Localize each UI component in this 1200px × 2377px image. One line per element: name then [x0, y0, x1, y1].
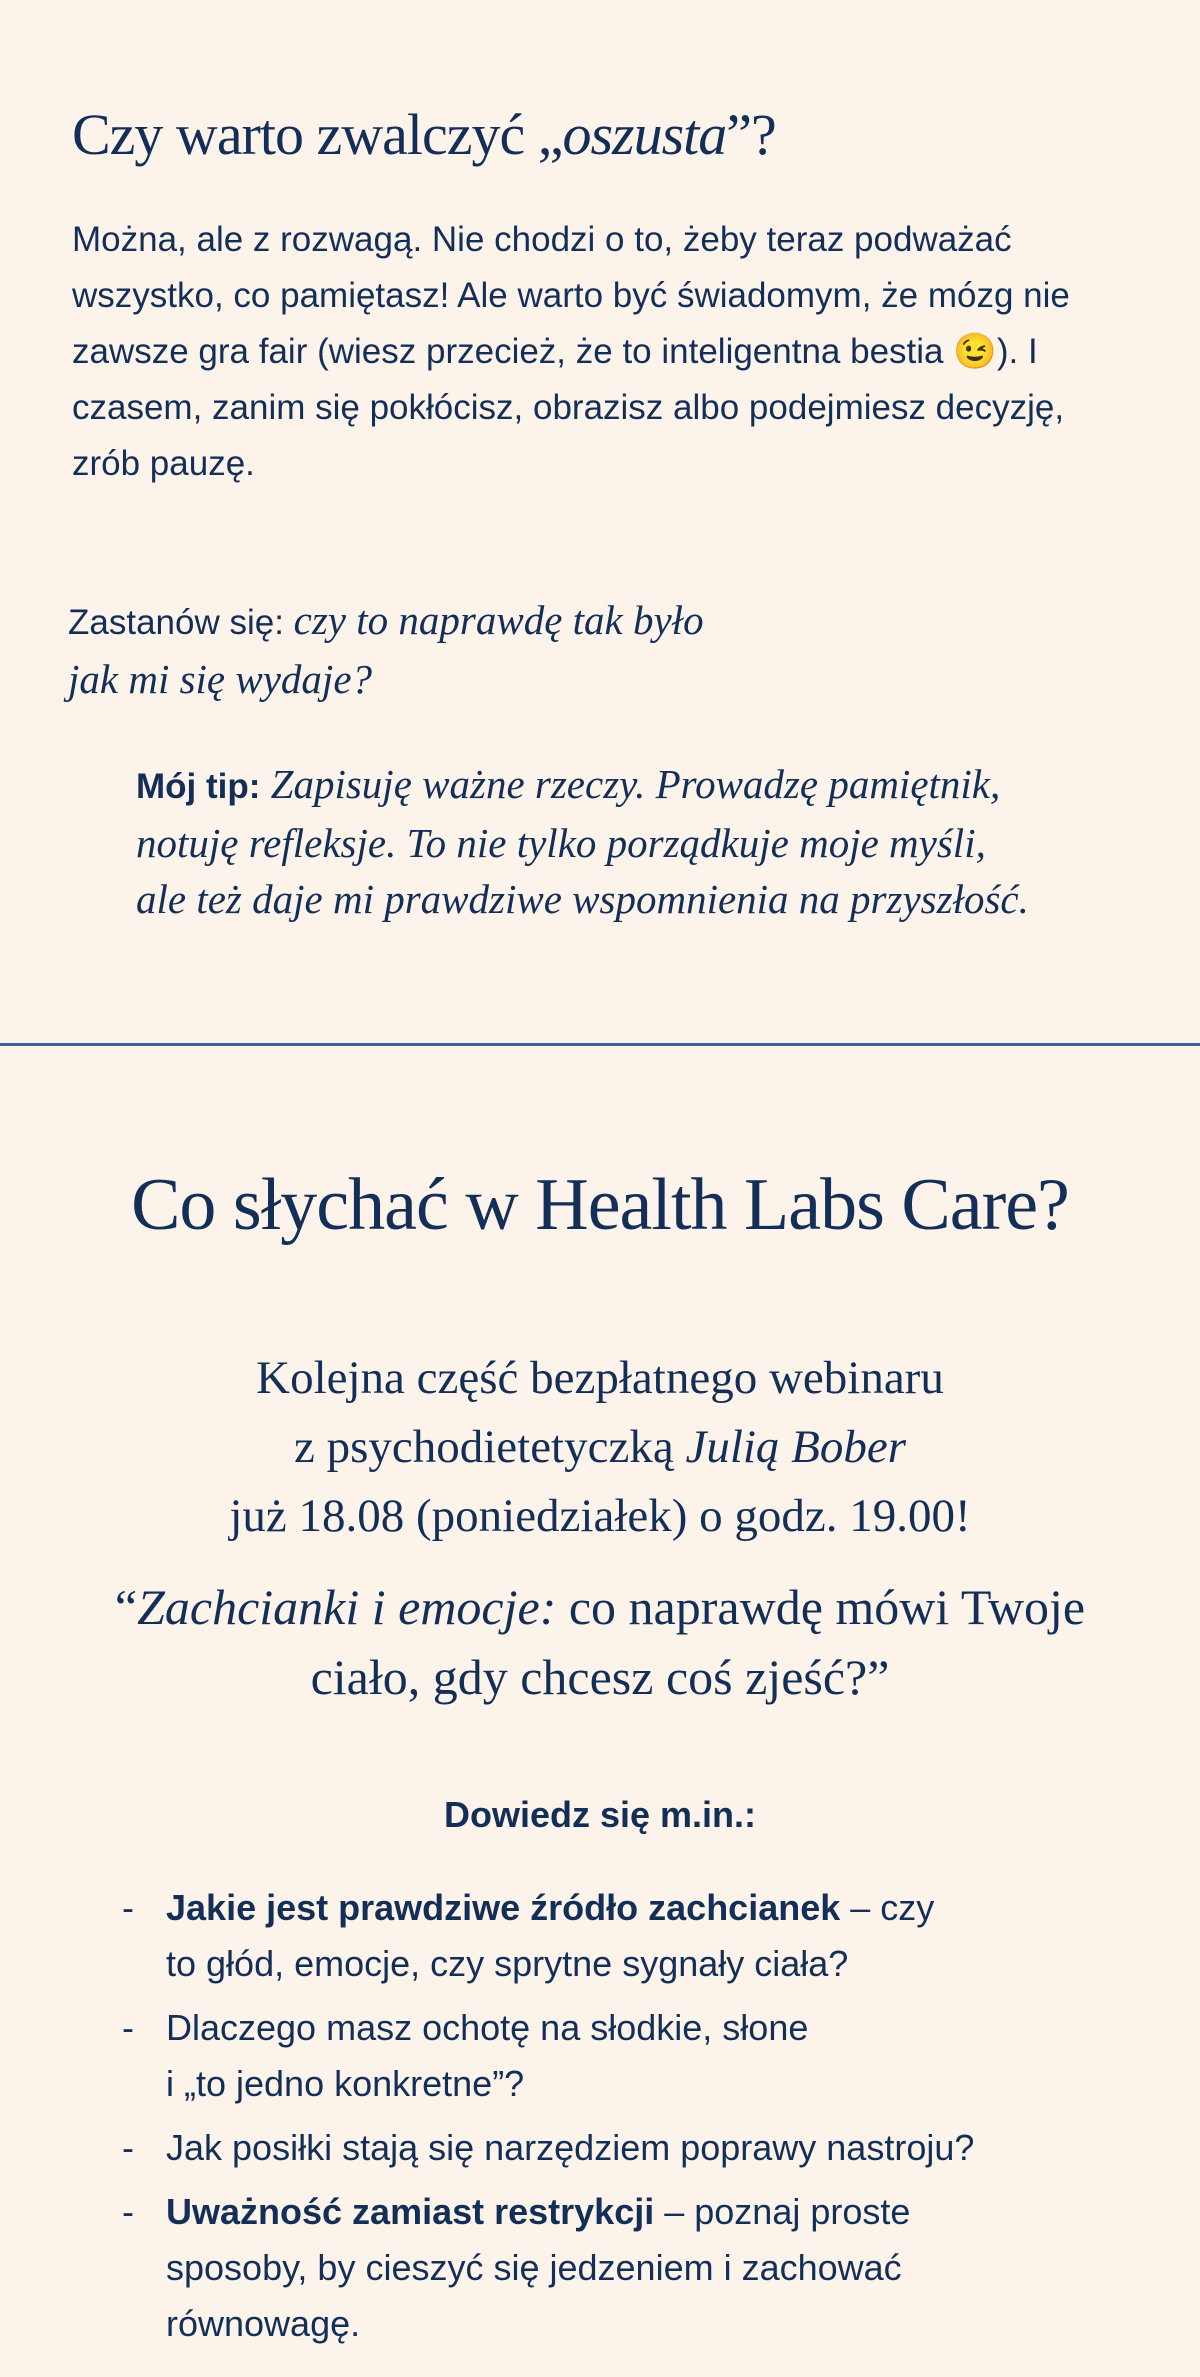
webinar-intro-line-1: Kolejna część bezpłatnego webinaru — [256, 1352, 944, 1404]
webinar-intro — [0, 1344, 1200, 1551]
list-dash: - — [122, 2007, 134, 2048]
list-item-text: sposoby, by cieszyć się jedzeniem i zachować — [166, 2247, 902, 2288]
reflect-paragraph — [68, 592, 1068, 710]
reflect-question-1: czy to naprawdę tak było — [293, 597, 704, 643]
tip-label: Mój tip: — [136, 767, 261, 806]
paragraph-text-before: Można, ale z rozwagą. Nie chodzi o to, żeby teraz podważać wszystko, co pamiętasz! Ale warto być świadomym, że mózg nie zawsze gra fair (wiesz przecież, że to inteligentna bestia — [72, 220, 1070, 371]
quote-open: “ — [114, 1579, 138, 1635]
webinar-topic-line-1 — [0, 1572, 1200, 1642]
list-item — [122, 2120, 1082, 2176]
list-item-text: – czy — [840, 1887, 935, 1928]
section-title-italic: oszusta — [562, 102, 727, 167]
tip-block — [136, 756, 1136, 927]
list-item — [122, 2000, 1082, 2112]
list-item-text: to głód, emocje, czy sprytne sygnały ciała? — [166, 1943, 849, 1984]
list-dash: - — [122, 2127, 134, 2168]
section-title-suffix: ”? — [726, 102, 776, 167]
list-item-bold: Jakie jest prawdziwe źródło zachcianek — [166, 1887, 841, 1928]
webinar-topic-rest-1: co naprawdę mówi Twoje — [556, 1579, 1086, 1635]
tip-line-3: ale też daje mi prawdziwe wspomnienia na przyszłość. — [136, 876, 1029, 922]
section-title — [72, 100, 776, 170]
list-item-text: Jak posiłki stają się narzędziem poprawy nastroju? — [166, 2127, 975, 2168]
presenter-name: Julią Bober — [685, 1421, 907, 1473]
reflect-question-2: jak mi się wydaje? — [68, 656, 373, 702]
list-item-bold: Uważność zamiast restrykcji — [166, 2191, 655, 2232]
intro-paragraph — [72, 212, 1072, 492]
list-item-text: i „to jedno konkretne”? — [166, 2063, 525, 2104]
learn-heading: Dowiedz się m.in.: — [443, 1794, 757, 1835]
paragraph-text-after: ). I czasem, zanim się pokłócisz, obrazisz albo podejmiesz decyzję, zrób pauzę. — [72, 332, 1065, 483]
list-item — [122, 2184, 1082, 2352]
webinar-intro-line-2 — [0, 1413, 1200, 1482]
list-item-text: Dlaczego masz ochotę na słodkie, słone — [166, 2007, 809, 2048]
tip-line-1: Zapisuję ważne rzeczy. Prowadzę pamiętnik, — [260, 761, 1001, 807]
webinar-intro-line-2-prefix: z psychodietetyczką — [293, 1421, 686, 1473]
list-item-text: równowagę. — [166, 2303, 361, 2344]
webinar-topic — [0, 1572, 1200, 1712]
list-dash: - — [122, 2191, 134, 2232]
wink-emoji-icon: 😉 — [953, 332, 997, 371]
webinar-topic-line-2: ciało, gdy chcesz coś zjeść?” — [310, 1649, 890, 1705]
learn-list — [122, 1880, 1082, 2360]
list-item — [122, 1880, 1082, 1992]
list-item-text: – poznaj proste — [654, 2191, 911, 2232]
webinar-topic-italic: Zachcianki i emocje: — [137, 1579, 557, 1635]
webinar-date: już 18.08 (poniedziałek) o godz. 19.00! — [229, 1490, 971, 1542]
reflect-prefix: Zastanów się: — [68, 603, 294, 642]
section-divider — [0, 1043, 1200, 1046]
tip-line-2: notuję refleksje. To nie tylko porządkuje moje myśli, — [136, 820, 986, 866]
section-title-prefix: Czy warto zwalczyć „ — [72, 102, 563, 167]
list-dash: - — [122, 1887, 134, 1928]
news-title: Co słychać w Health Labs Care? — [131, 1164, 1069, 1246]
